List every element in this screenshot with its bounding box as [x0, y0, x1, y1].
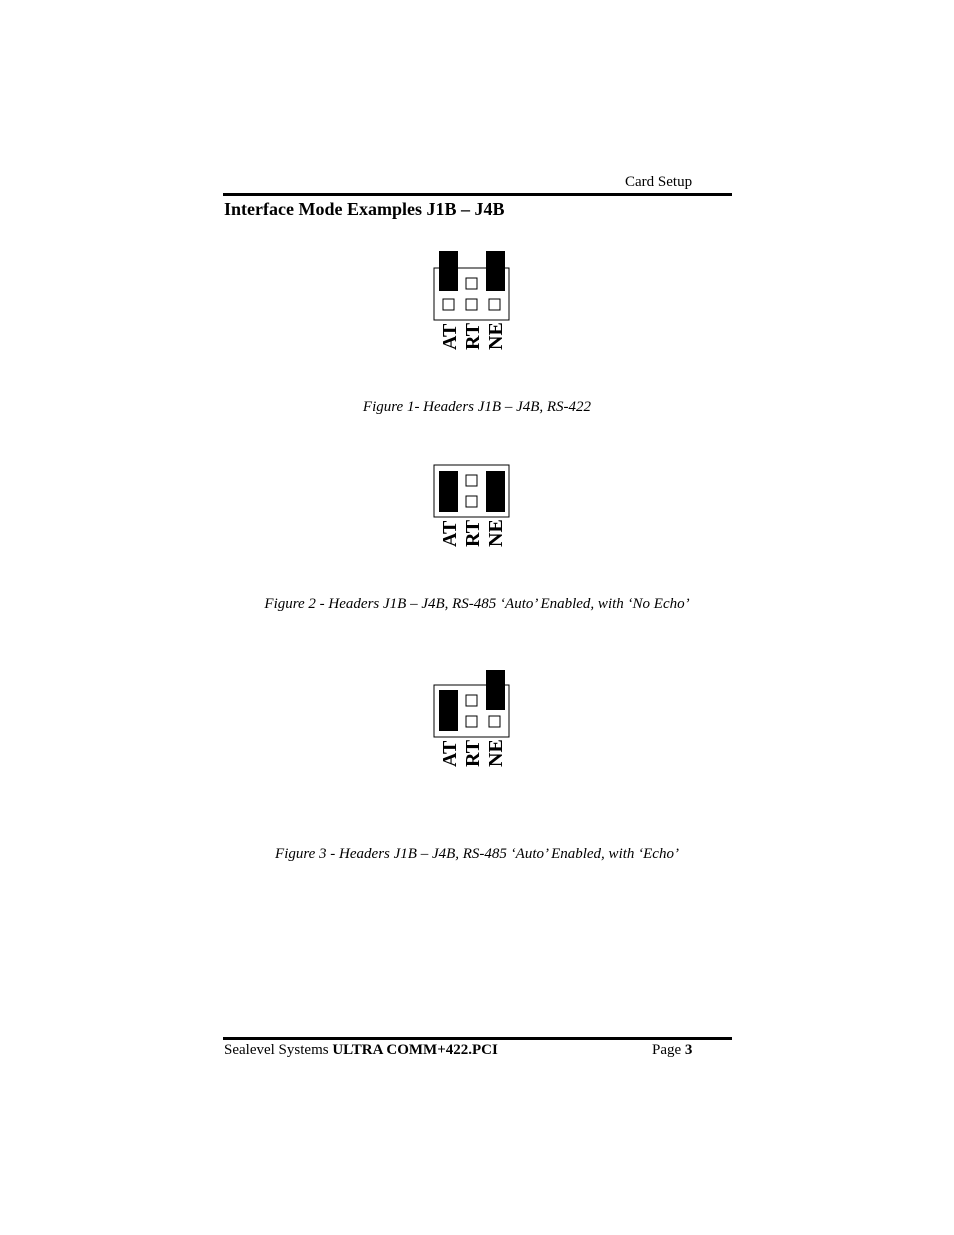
figure-1-caption: Figure 1- Headers J1B – J4B, RS-422 — [362, 399, 592, 415]
jumper-figure-2 — [410, 455, 540, 575]
pin-ne-bottom — [489, 299, 500, 310]
footer-page — [652, 1042, 692, 1059]
pin-label-rt: RT — [462, 322, 484, 350]
pin-label-at: AT — [439, 740, 461, 767]
pin-rt-bottom — [466, 299, 477, 310]
pin-label-ne: NE — [485, 739, 507, 767]
jumper-figure-3 — [410, 660, 540, 780]
pin-label-at: AT — [439, 520, 461, 547]
pin-rt-top — [466, 475, 477, 486]
pin-label-ne: NE — [485, 519, 507, 547]
footer-product: ULTRA COMM+422.PCI — [332, 1042, 498, 1058]
jumper-at — [439, 690, 458, 731]
jumper-ne — [486, 471, 505, 512]
jumper-diagram-3 — [410, 660, 540, 780]
jumper-at — [439, 471, 458, 512]
pin-label-at: AT — [439, 323, 461, 350]
pin-label-ne: NE — [485, 322, 507, 350]
bottom-rule — [223, 1037, 732, 1040]
pin-ne-bottom — [489, 716, 500, 727]
footer-page-label: Page — [652, 1042, 682, 1058]
pin-at-bottom — [443, 299, 454, 310]
footer-left — [224, 1042, 498, 1059]
jumper-diagram-1 — [410, 240, 540, 360]
jumper-ne — [486, 251, 505, 291]
section-title: Interface Mode Examples J1B – J4B — [224, 199, 505, 219]
pin-label-rt: RT — [462, 739, 484, 767]
pin-rt-top — [466, 278, 477, 289]
running-header: Card Setup — [625, 174, 693, 190]
top-rule — [223, 193, 732, 196]
jumper-ne — [486, 670, 505, 710]
figure-2-caption: Figure 2 - Headers J1B – J4B, RS-485 ‘Auto’ Enabled, with ‘No Echo’ — [264, 596, 690, 612]
pin-label-rt: RT — [462, 519, 484, 547]
pin-rt-bottom — [466, 716, 477, 727]
footer-page-number: 3 — [684, 1042, 693, 1058]
figure-3-caption: Figure 3 - Headers J1B – J4B, RS-485 ‘Auto’ Enabled, with ‘Echo’ — [275, 846, 679, 862]
jumper-diagram-2 — [410, 455, 540, 575]
pin-rt-bottom — [466, 496, 477, 507]
footer-company: Sealevel Systems — [224, 1042, 329, 1058]
pin-rt-top — [466, 695, 477, 706]
jumper-at — [439, 251, 458, 291]
jumper-figure-1 — [410, 240, 540, 360]
